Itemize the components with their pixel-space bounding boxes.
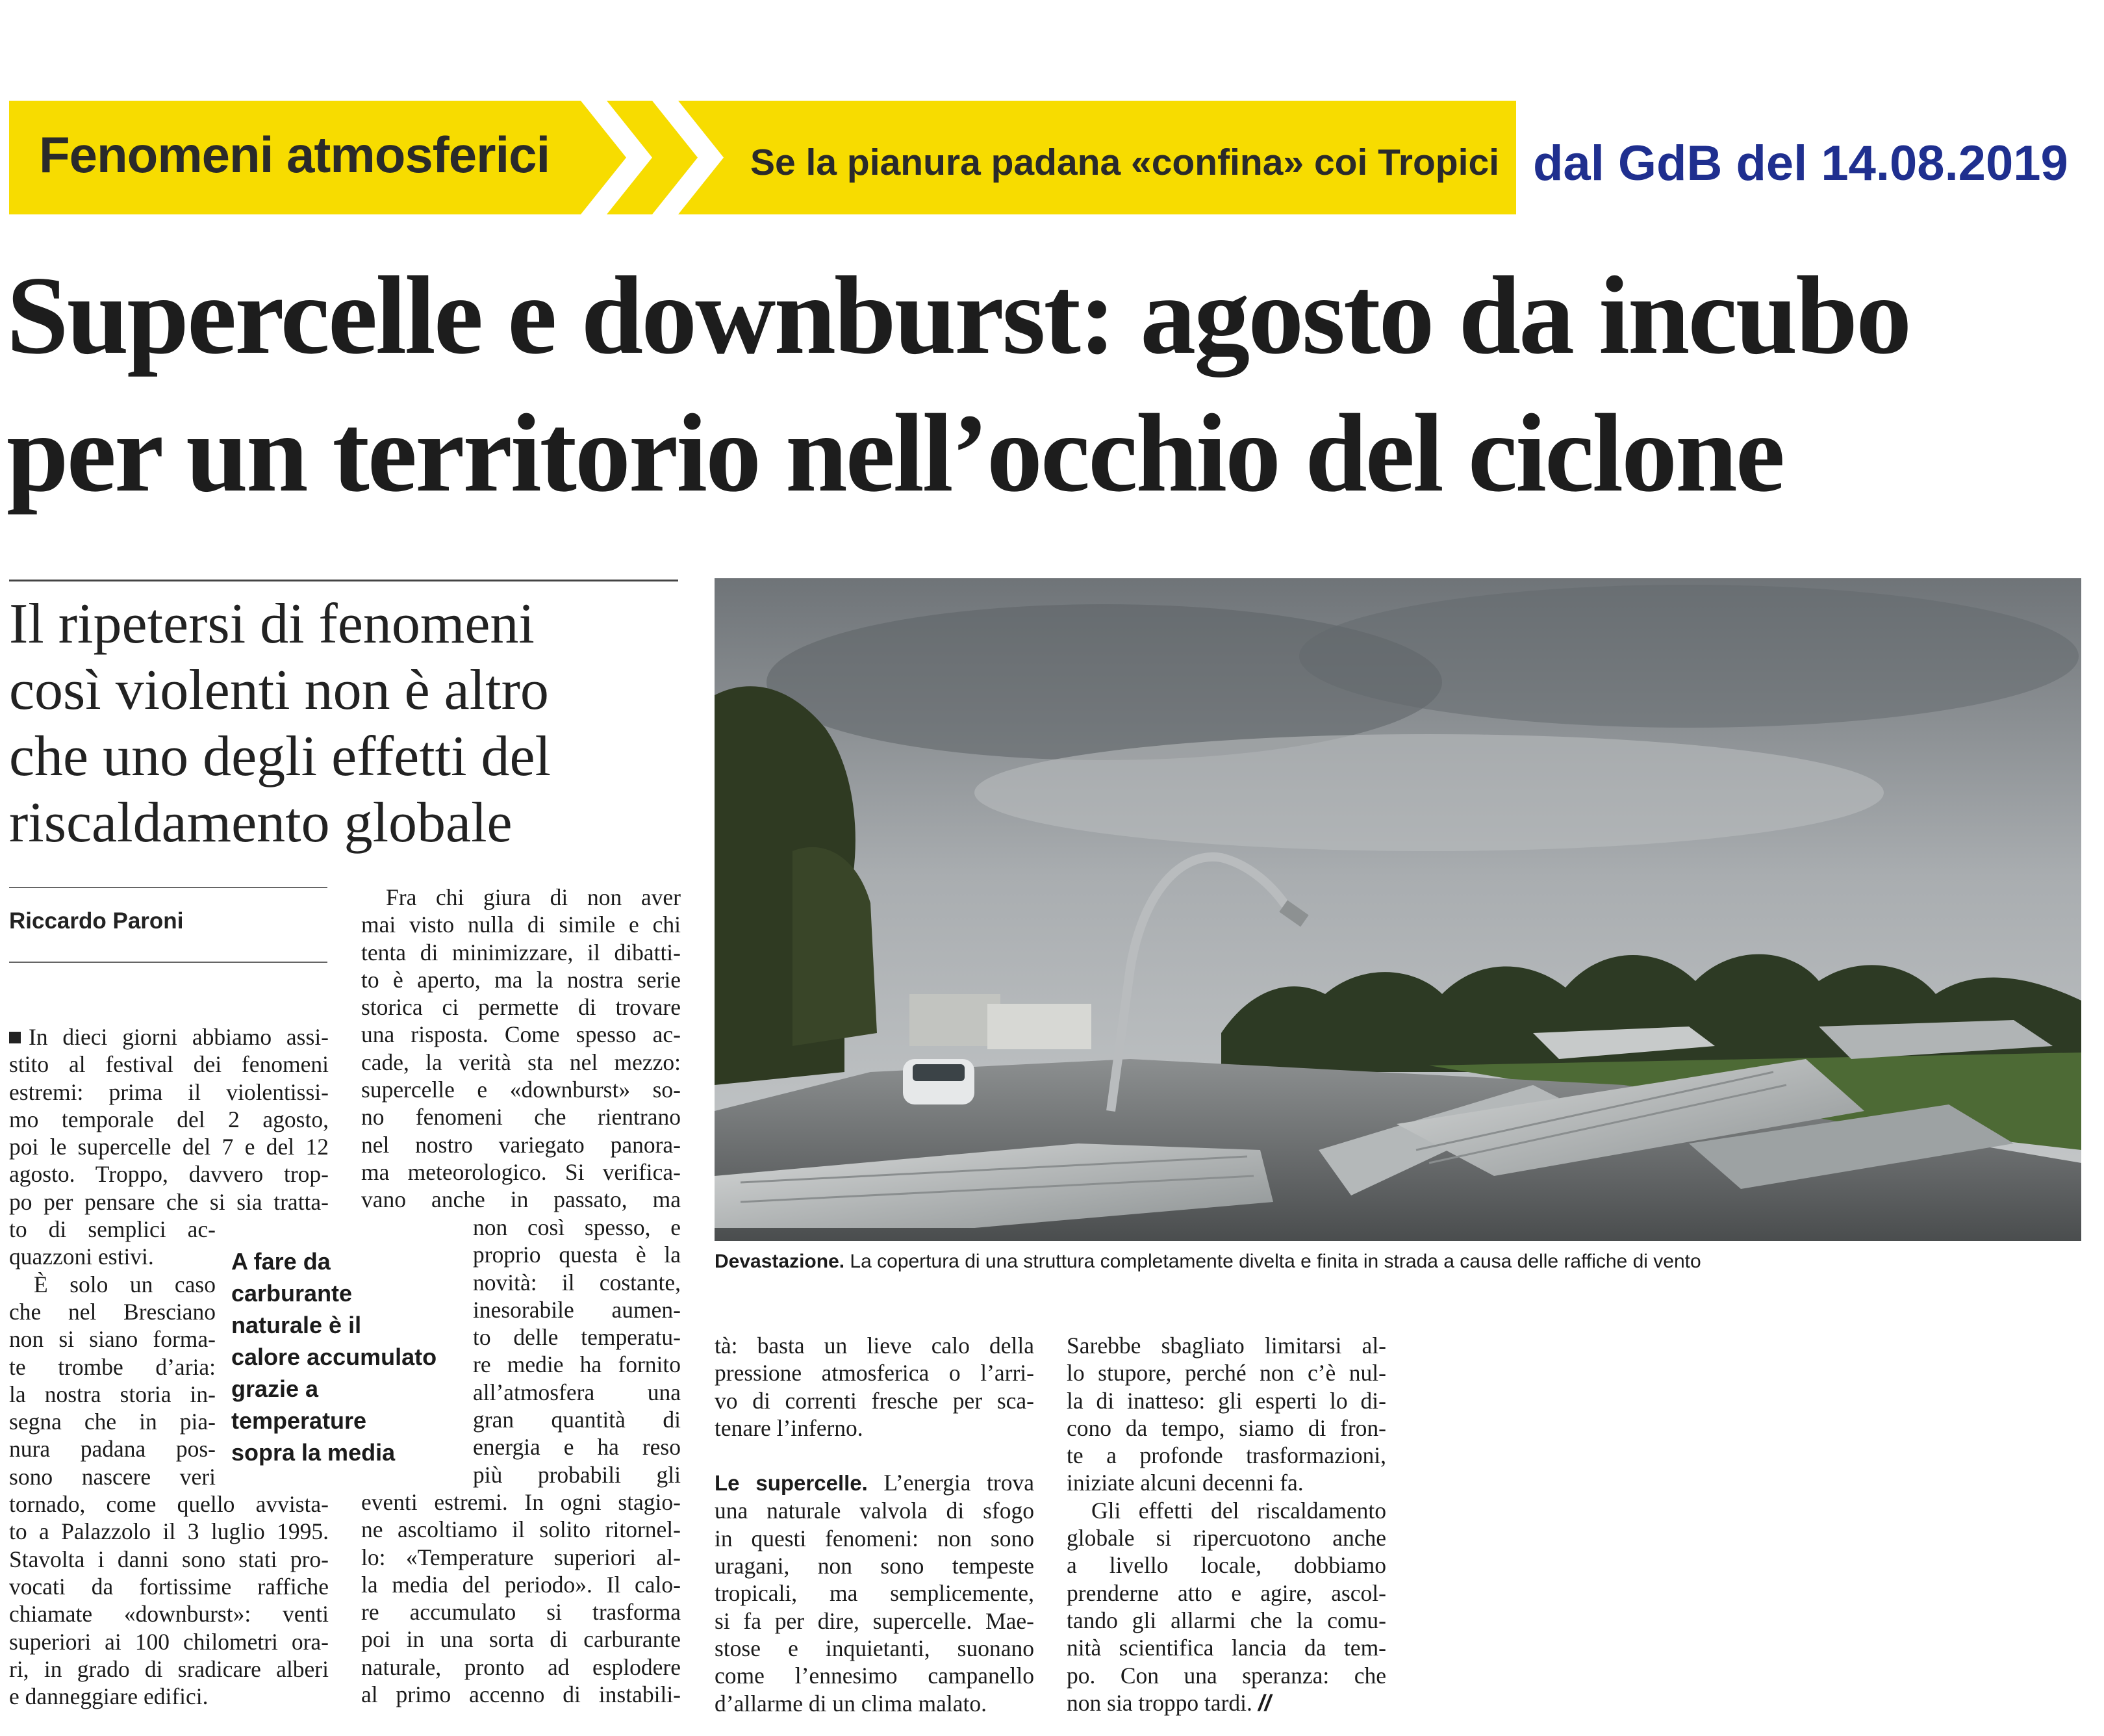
body-line: la media del periodo». Il calo-	[361, 1571, 681, 1598]
divider	[9, 962, 327, 963]
body-line: una risposta. Come spesso ac-	[361, 1021, 681, 1048]
body-column-4	[1067, 1332, 1386, 1717]
body-line: come l’ennesimo campanello	[715, 1663, 1034, 1689]
body-line: te trombe d’aria:	[9, 1353, 216, 1380]
body-line: po. Con una speranza: che	[1067, 1662, 1386, 1689]
chevron-right-icon	[652, 101, 724, 214]
body-line: ne ascoltiamo il solito ritornel-	[361, 1516, 681, 1543]
deck-line: Il ripetersi di fenomeni	[9, 593, 535, 656]
body-line: una naturale valvola di sfogo	[715, 1498, 1034, 1524]
body-line: estremi: prima il violentissi-	[9, 1079, 329, 1105]
body-line: Sarebbe sbagliato limitarsi al-	[1067, 1333, 1386, 1359]
source-note: dal GdB del 14.08.2019	[1533, 136, 2068, 191]
body-line: la nostra storia in-	[9, 1381, 216, 1407]
headline-line: Supercelle e downburst: agosto da incubo	[6, 254, 1910, 377]
body-line: Gli effetti del riscaldamento	[1091, 1497, 1386, 1524]
body-column-2-bottom	[361, 1488, 681, 1708]
body-line: no fenomeni che rientrano	[361, 1104, 681, 1130]
body-line: segna che in pia-	[9, 1409, 216, 1435]
end-mark: //	[1258, 1689, 1271, 1716]
body-line: al primo accenno di instabili-	[361, 1681, 681, 1708]
body-line: non così spesso, e	[473, 1214, 681, 1240]
body-line: tenare l’inferno.	[715, 1414, 863, 1441]
body-line: vano anche in passato, ma	[361, 1186, 681, 1213]
body-line: mai visto nulla di simile e chi	[361, 912, 681, 938]
subheading: Le supercelle.	[715, 1471, 868, 1496]
body-line: poi le supercelle del 7 e del 12	[9, 1134, 329, 1160]
body-line: tornado, come quello avvista-	[9, 1491, 329, 1518]
body-line: cade, la verità sta nel mezzo:	[361, 1049, 681, 1075]
divider	[9, 887, 327, 888]
body-line: ma meteorologico. Si verifica-	[361, 1158, 681, 1185]
pull-quote-line: naturale è il	[231, 1312, 362, 1338]
body-line: te a profonde trasformazioni,	[1067, 1442, 1386, 1469]
photo-caption	[715, 1251, 1701, 1273]
spacer	[715, 1442, 1034, 1469]
body-line: Fra chi giura di non aver	[386, 884, 681, 910]
kicker: Se la pianura padana «confina» coi Tropici	[750, 142, 1499, 183]
body-line: Stavolta i danni sono stati pro-	[9, 1546, 329, 1572]
pull-quote-line: temperature	[231, 1407, 367, 1434]
body-line: to a Palazzolo il 3 luglio 1995.	[9, 1518, 329, 1545]
body-line: in questi fenomeni: non sono	[715, 1525, 1034, 1551]
pull-quote-line: sopra la media	[231, 1439, 396, 1466]
divider	[9, 580, 678, 581]
body-line: si fa per dire, supercelle. Mae-	[715, 1607, 1034, 1634]
body-line: cono da tempo, siamo di fron-	[1067, 1414, 1386, 1441]
body-line: e danneggiare edifici.	[9, 1683, 209, 1710]
deck-line: riscaldamento globale	[9, 791, 513, 854]
body-line: non sia troppo tardi. //	[1067, 1689, 1271, 1716]
pull-quote-line: A fare da	[231, 1248, 331, 1275]
caption-text: La copertura di una struttura completamente divelta e finita in strada a causa delle raffiche di vento	[844, 1251, 1701, 1272]
body-line: sono nascere veri	[9, 1463, 216, 1490]
body-line: supercelle e «downburst» so-	[361, 1077, 681, 1103]
body-line: È solo un caso	[34, 1271, 216, 1297]
pull-quote-line: carburante	[231, 1280, 353, 1307]
body-line: stose e inquietanti, suonano	[715, 1635, 1034, 1661]
body-line: tenta di minimizzare, il dibatti-	[361, 939, 681, 965]
body-line: non si siano forma-	[9, 1326, 216, 1353]
body-line: iniziate alcuni decenni fa.	[1067, 1470, 1304, 1496]
body-line: agosto. Troppo, davvero trop-	[9, 1161, 329, 1188]
body-line: In dieci giorni abbiamo assi-	[9, 1023, 329, 1051]
byline: Riccardo Paroni	[9, 908, 184, 934]
body-line: superiori ai 100 chilometri ora-	[9, 1628, 329, 1655]
section-banner	[9, 101, 1516, 214]
body-line: re medie ha fornito	[473, 1351, 681, 1378]
body-line: lo stupore, perché non c’è nul-	[1067, 1360, 1386, 1386]
body-line: inesorabile aumen-	[473, 1296, 681, 1323]
pull-quote	[231, 1245, 452, 1468]
body-line: lo: «Temperature superiori al-	[361, 1544, 681, 1570]
body-line: tà: basta un lieve calo della	[715, 1333, 1034, 1359]
bullet-square-icon	[9, 1032, 21, 1043]
body-column-3	[715, 1332, 1034, 1717]
body-line: naturale, pronto ad esplodere	[361, 1653, 681, 1680]
pull-quote-line: calore accumulato	[231, 1344, 437, 1370]
body-line: eventi estremi. In ogni stagio-	[361, 1489, 681, 1515]
deck-line: così violenti non è altro	[9, 659, 549, 722]
body-line: la di inatteso: gli esperti lo di-	[1067, 1387, 1386, 1414]
body-line: globale si ripercuotono anche	[1067, 1525, 1386, 1551]
body-line: più probabili gli	[473, 1461, 681, 1488]
body-line: mo temporale del 2 agosto,	[9, 1106, 329, 1132]
body-line: prenderne atto e agire, ascol-	[1067, 1579, 1386, 1606]
body-line: storica ci permette di trovare	[361, 994, 681, 1021]
deck-line: che uno degli effetti del	[9, 725, 551, 788]
headline-line: per un territorio nell’occhio del ciclone	[6, 392, 1784, 515]
caption-label: Devastazione.	[715, 1251, 845, 1272]
body-line: novità: il costante,	[473, 1269, 681, 1296]
body-line: a livello locale, dobbiamo	[1067, 1552, 1386, 1579]
body-line: stito al festival dei fenomeni	[9, 1051, 329, 1078]
body-line: vo di correnti fresche per sca-	[715, 1387, 1034, 1414]
body-line: to di semplici ac-	[9, 1216, 216, 1243]
body-line: gran quantità di	[473, 1407, 681, 1433]
body-line: uragani, non sono tempeste	[715, 1553, 1034, 1579]
body-line: po per pensare che si sia tratta-	[9, 1188, 329, 1215]
deck	[9, 591, 685, 856]
body-line: to delle temperatu-	[473, 1324, 681, 1351]
body-line: nura padana pos-	[9, 1436, 216, 1462]
section-label: Fenomeni atmosferici	[39, 126, 550, 183]
body-line: tando gli allarmi che la comu-	[1067, 1607, 1386, 1633]
body-line: che nel Bresciano	[9, 1298, 216, 1325]
body-column-2	[361, 884, 681, 1214]
body-line: vocati da fortissime raffiche	[9, 1573, 329, 1600]
body-line: to è aperto, ma la nostra serie	[361, 966, 681, 993]
body-line: all’atmosfera una	[473, 1379, 681, 1405]
body-line: nel nostro variegato panora-	[361, 1131, 681, 1158]
body-line: re accumulato si trasforma	[361, 1599, 681, 1626]
headline	[6, 247, 2085, 522]
body-column-2-narrow	[473, 1214, 681, 1488]
photo-street-damage	[715, 578, 2081, 1241]
body-line: proprio questa è la	[473, 1242, 681, 1268]
body-line: Le supercelle. L’energia trova	[715, 1470, 1034, 1496]
body-line: chiamate «downburst»: venti	[9, 1601, 329, 1628]
pull-quote-line: grazie a	[231, 1375, 319, 1402]
body-line: quazzoni estivi.	[9, 1244, 154, 1270]
body-line: poi in una sorta di carburante	[361, 1626, 681, 1653]
body-line: d’allarme di un clima malato.	[715, 1690, 987, 1717]
body-line: pressione atmosferica o l’arri-	[715, 1360, 1034, 1386]
body-line: energia e ha reso	[473, 1434, 681, 1461]
chevron-right-icon	[581, 101, 652, 214]
body-line: nità scientifica lancia da tem-	[1067, 1635, 1386, 1661]
body-line: ri, in grado di sradicare alberi	[9, 1655, 329, 1682]
body-line: tropicali, ma semplicemente,	[715, 1580, 1034, 1607]
